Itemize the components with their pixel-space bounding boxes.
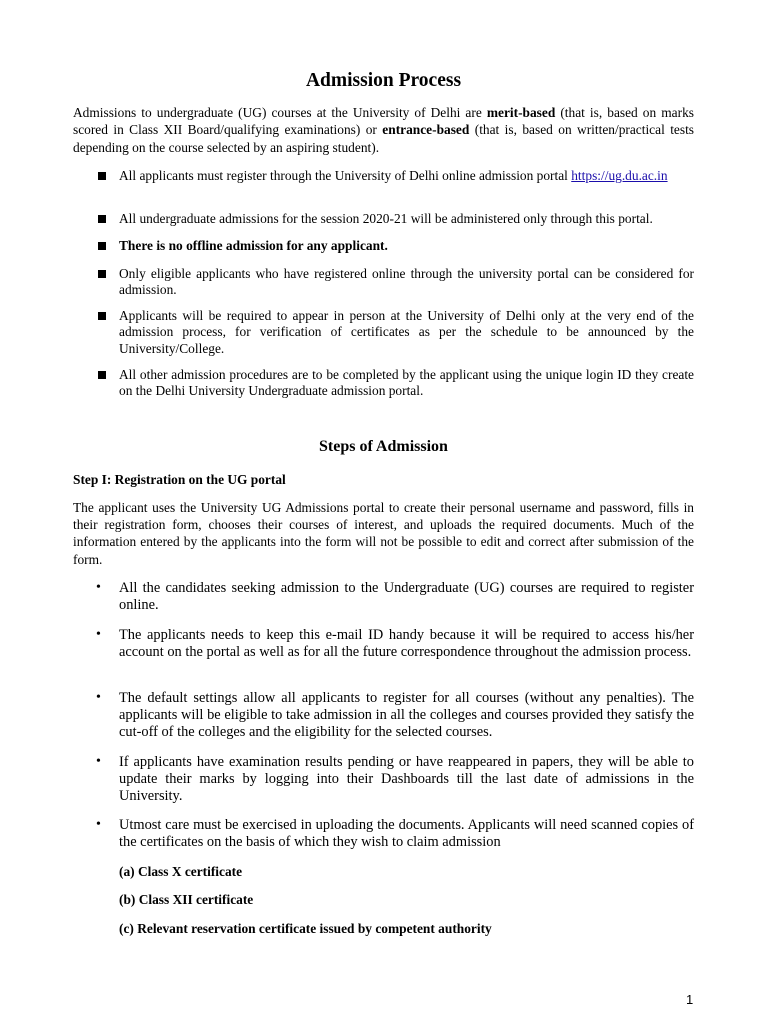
bullet-dot-icon: •: [96, 627, 101, 642]
intro-paragraph: [73, 104, 694, 156]
bullet-dot-icon: •: [96, 754, 101, 769]
square-bullet-icon: [98, 371, 106, 379]
intro-bold-merit: merit-based: [486, 105, 556, 120]
list-item-text: Only eligible applicants who have registered online through the university portal can be considered for admission.: [119, 266, 694, 298]
page-number: 1: [686, 992, 694, 1007]
certificate-item: (a) Class X certificate: [119, 864, 243, 879]
list-item-text: All undergraduate admissions for the session 2020-21 will be administered only through this portal.: [119, 211, 653, 226]
list-item-text: The default settings allow all applicants to register for all courses (without any penalties). The applicants will be eligible to take admission in all the colleges and courses provided they satisfy the cut-off of the colleges and the eligibility for the selected courses.: [119, 690, 694, 740]
portal-link[interactable]: https://ug.du.ac.in: [571, 168, 668, 183]
list-item-text: All the candidates seeking admission to the Undergraduate (UG) courses are required to register online.: [119, 580, 694, 613]
intro-text-2: (that is, based on marks scored in Class XII Board/qualifying examinations) or: [73, 105, 694, 138]
page-title: Admission Process: [305, 70, 462, 91]
square-bullet-icon: [98, 312, 106, 320]
square-bullet-icon: [98, 172, 106, 180]
list-item-text: If applicants have examination results pending or have reappeared in papers, they will be able to update their marks by logging into their Dashboards till the last date of admissions in the University.: [119, 754, 694, 804]
intro-text-3: (that is, based on written/practical tests depending on the course selected by an aspiring student).: [73, 122, 694, 155]
square-bullet-icon: [98, 270, 106, 278]
square-bullet-icon: [98, 215, 106, 223]
square-bullet-icon: [98, 242, 106, 250]
certificate-item: (b) Class XII certificate: [119, 892, 254, 907]
intro-bold-entrance: entrance-based: [382, 122, 470, 138]
step-1-paragraph: The applicant uses the University UG Admissions portal to create their personal username and password, fills in their registration form, chooses their courses of interest, and uploads the required documents. Much of the information entered by the applicants into the form will not be possible to edit and correct after submission of the form.: [73, 500, 694, 567]
list-item-text: Utmost care must be exercised in uploading the documents. Applicants will need scanned copies of the certificates on the basis of which they wish to claim admission: [119, 817, 694, 850]
bullet-dot-icon: •: [96, 817, 101, 832]
bullet-dot-icon: •: [96, 580, 101, 595]
certificate-item: (c) Relevant reservation certificate issued by competent authority: [119, 921, 492, 936]
intro-text-1: Admissions to undergraduate (UG) courses at the University of Delhi are: [73, 105, 487, 120]
list-item-text: There is no offline admission for any applicant.: [119, 238, 388, 253]
list-item-text: All other admission procedures are to be completed by the applicant using the unique login ID they create on the Delhi University Undergraduate admission portal.: [119, 367, 694, 399]
list-item-text: Applicants will be required to appear in person at the University of Delhi only at the very end of the admission process, for verification of certificates as per the schedule to be announced by the University/College.: [119, 308, 694, 356]
list-item-text: All applicants must register through the University of Delhi online admission portal https://ug.du.ac.in: [119, 168, 668, 183]
step-1-heading: Step I: Registration on the UG portal: [73, 472, 286, 487]
list-item-text: The applicants needs to keep this e-mail ID handy because it will be required to access his/her account on the portal as well as for all the future correspondence throughout the admission process.: [119, 627, 694, 660]
bullet-dot-icon: •: [96, 690, 101, 705]
steps-heading: Steps of Admission: [319, 438, 448, 455]
